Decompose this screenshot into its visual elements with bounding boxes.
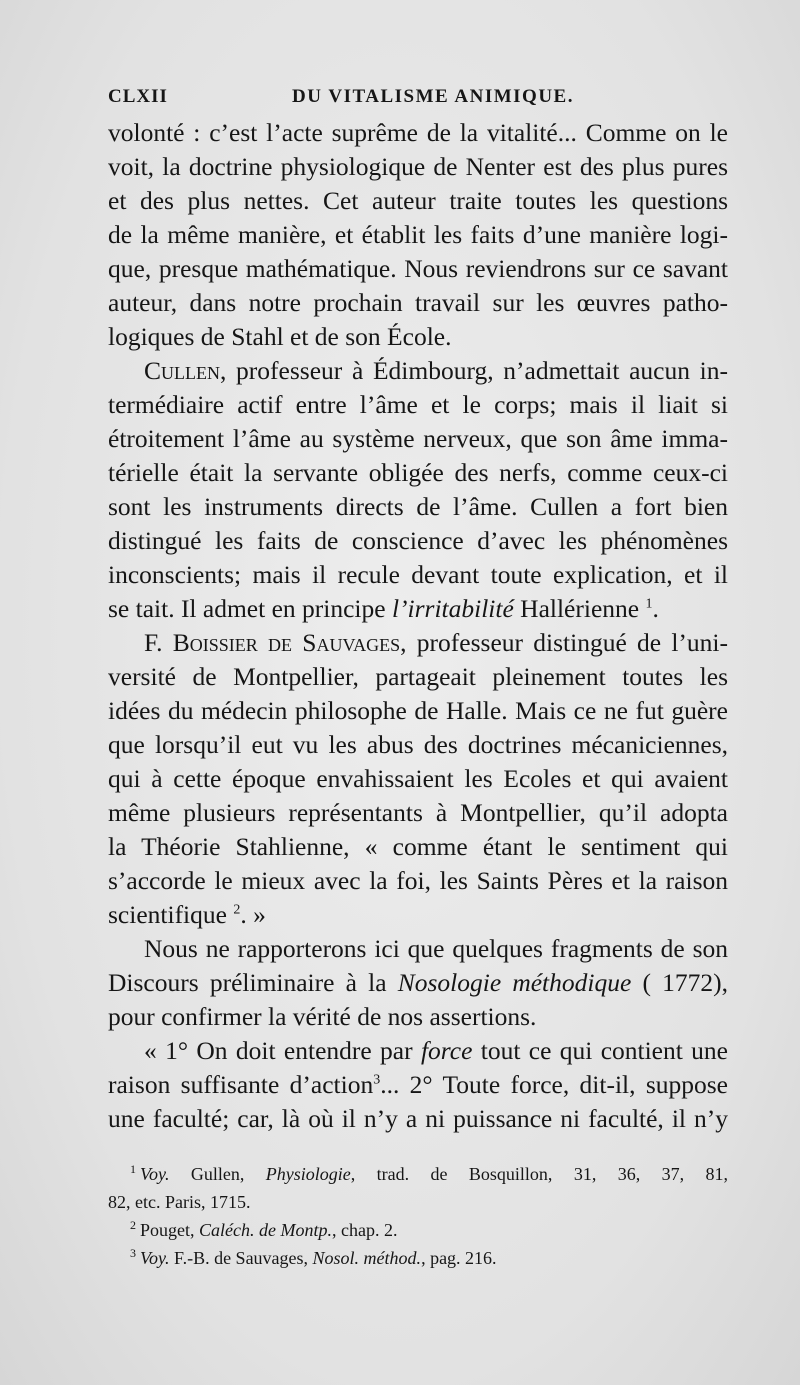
author-name: Cullen [144, 356, 220, 385]
text-span: F.-B. de Sauvages, [169, 1248, 313, 1268]
text-span: . » [240, 900, 266, 929]
emphasis: Physiologie [265, 1164, 351, 1184]
text-line: étroitement l’âme au système nerveux, que son âme imma- [108, 424, 728, 453]
text-span: se tait. Il admet en principe [108, 594, 386, 623]
text-line: Nous ne rapporterons ici que quelques fragments de son [144, 934, 728, 963]
text-span: Hallérienne [513, 594, 640, 623]
text-line: distingué les faits de conscience d’avec les phénomènes [108, 526, 728, 555]
running-title: DU VITALISME ANIMIQUE. [292, 86, 574, 107]
text-span: tout ce qui contient une [472, 1036, 729, 1065]
text-line: termédiaire actif entre l’âme et le corps; mais il liait si [108, 390, 728, 419]
emphasis: l’irritabilité [391, 594, 514, 623]
text-line [108, 966, 728, 1000]
footnote-3 [108, 1244, 728, 1272]
text-line: qui à cette époque envahissaient les Ecoles et qui avaient [108, 764, 728, 793]
footnote-1 [108, 1160, 728, 1188]
text-line: idées du médecin philosophe de Halle. Mais ce ne fut guère [108, 696, 728, 725]
emphasis: Nosologie méthodique [397, 968, 632, 997]
emphasis: Nosol. méthod. [312, 1248, 422, 1268]
text-line: inconscients; mais il recule devant toute explication, et il [108, 560, 728, 589]
text-span: scientifique [108, 900, 227, 929]
text-line: sont les instruments directs de l’âme. Cullen a fort bien [108, 492, 728, 521]
text-line: une faculté; car, là où il n’y a ni puissance ni faculté, il n’y [108, 1104, 728, 1133]
footnote-mark: 1 [130, 1162, 136, 1176]
text-line: versité de Montpellier, partageait pleinement toutes les [108, 662, 728, 691]
emphasis: Voy. [140, 1248, 170, 1268]
text-line: volonté : c’est l’acte suprême de la vitalité... Comme on le [108, 118, 728, 147]
text-line [108, 898, 728, 932]
footnote-mark: 2 [130, 1218, 136, 1232]
text-span: , trad. de Bosquillon, 31, 36, 37, 81, [350, 1164, 728, 1184]
footnote-1-continued [108, 1188, 728, 1216]
text-line: et des plus nettes. Cet auteur traite toutes les questions [108, 186, 728, 215]
text-span: , professeur à Édimbourg, n’admettait aucun in- [220, 356, 728, 385]
text-line: térielle était la servante obligée des nerfs, comme ceux-ci [108, 458, 728, 487]
author-name: F. Boissier de Sauvages [144, 628, 401, 657]
emphasis: force [420, 1036, 473, 1065]
paragraph-sauvages [108, 626, 728, 660]
text-line: s’accorde le mieux avec la foi, les Saints Pères et la raison [108, 866, 728, 895]
text-line: de la même manière, et établit les faits d’une manière logi- [108, 220, 728, 249]
footnotes [108, 1160, 728, 1272]
page-header [108, 86, 728, 116]
text-span: Gullen, [169, 1164, 266, 1184]
text-line: que lorsqu’il eut vu les abus des doctrines mécaniciennes, [108, 730, 728, 759]
text-line [108, 1068, 728, 1102]
text-span: , pag. 216. [421, 1248, 497, 1268]
text-line [108, 592, 728, 626]
text-span: , professeur distingué de l’uni- [400, 628, 728, 657]
paragraph-cullen [108, 354, 728, 388]
text-line: même plusieurs représentants à Montpellier, qu’il adopta [108, 798, 728, 827]
text-span: Pouget, [140, 1220, 200, 1240]
footnote-2 [108, 1216, 728, 1244]
footnote-ref: 2 [233, 902, 241, 918]
page-number: CLXII [108, 86, 168, 107]
text-span: , chap. 2. [332, 1220, 398, 1240]
text-span: Discours préliminaire à la [108, 968, 387, 997]
text-line: la Théorie Stahlienne, « comme étant le sentiment qui [108, 832, 728, 861]
footnote-ref: 3 [373, 1072, 381, 1088]
text-line [108, 1034, 728, 1068]
text-span: ... 2° Toute force, dit-il, suppose [380, 1070, 728, 1099]
text-span: 82, etc. Paris, 1715. [108, 1192, 251, 1212]
text-line: auteur, dans notre prochain travail sur les œuvres patho- [108, 288, 728, 317]
text-span: « 1° On doit entendre par [144, 1036, 413, 1065]
text-line: que, presque mathématique. Nous reviendrons sur ce savant [108, 254, 728, 283]
text-line: voit, la doctrine physiologique de Nenter est des plus pures [108, 152, 728, 181]
text-span: raison suffisante d’action [108, 1070, 374, 1099]
text-span: ( 1772), [631, 968, 729, 997]
text-span: . [652, 594, 659, 623]
footnote-mark: 3 [130, 1246, 136, 1260]
text-line: pour confirmer la vérité de nos assertions. [108, 1002, 537, 1031]
emphasis: Voy. [140, 1164, 170, 1184]
body-text [108, 116, 728, 1136]
text-line: logiques de Stahl et de son École. [108, 322, 452, 351]
emphasis: Caléch. de Montp. [199, 1220, 332, 1240]
footnote-ref: 1 [645, 596, 653, 612]
